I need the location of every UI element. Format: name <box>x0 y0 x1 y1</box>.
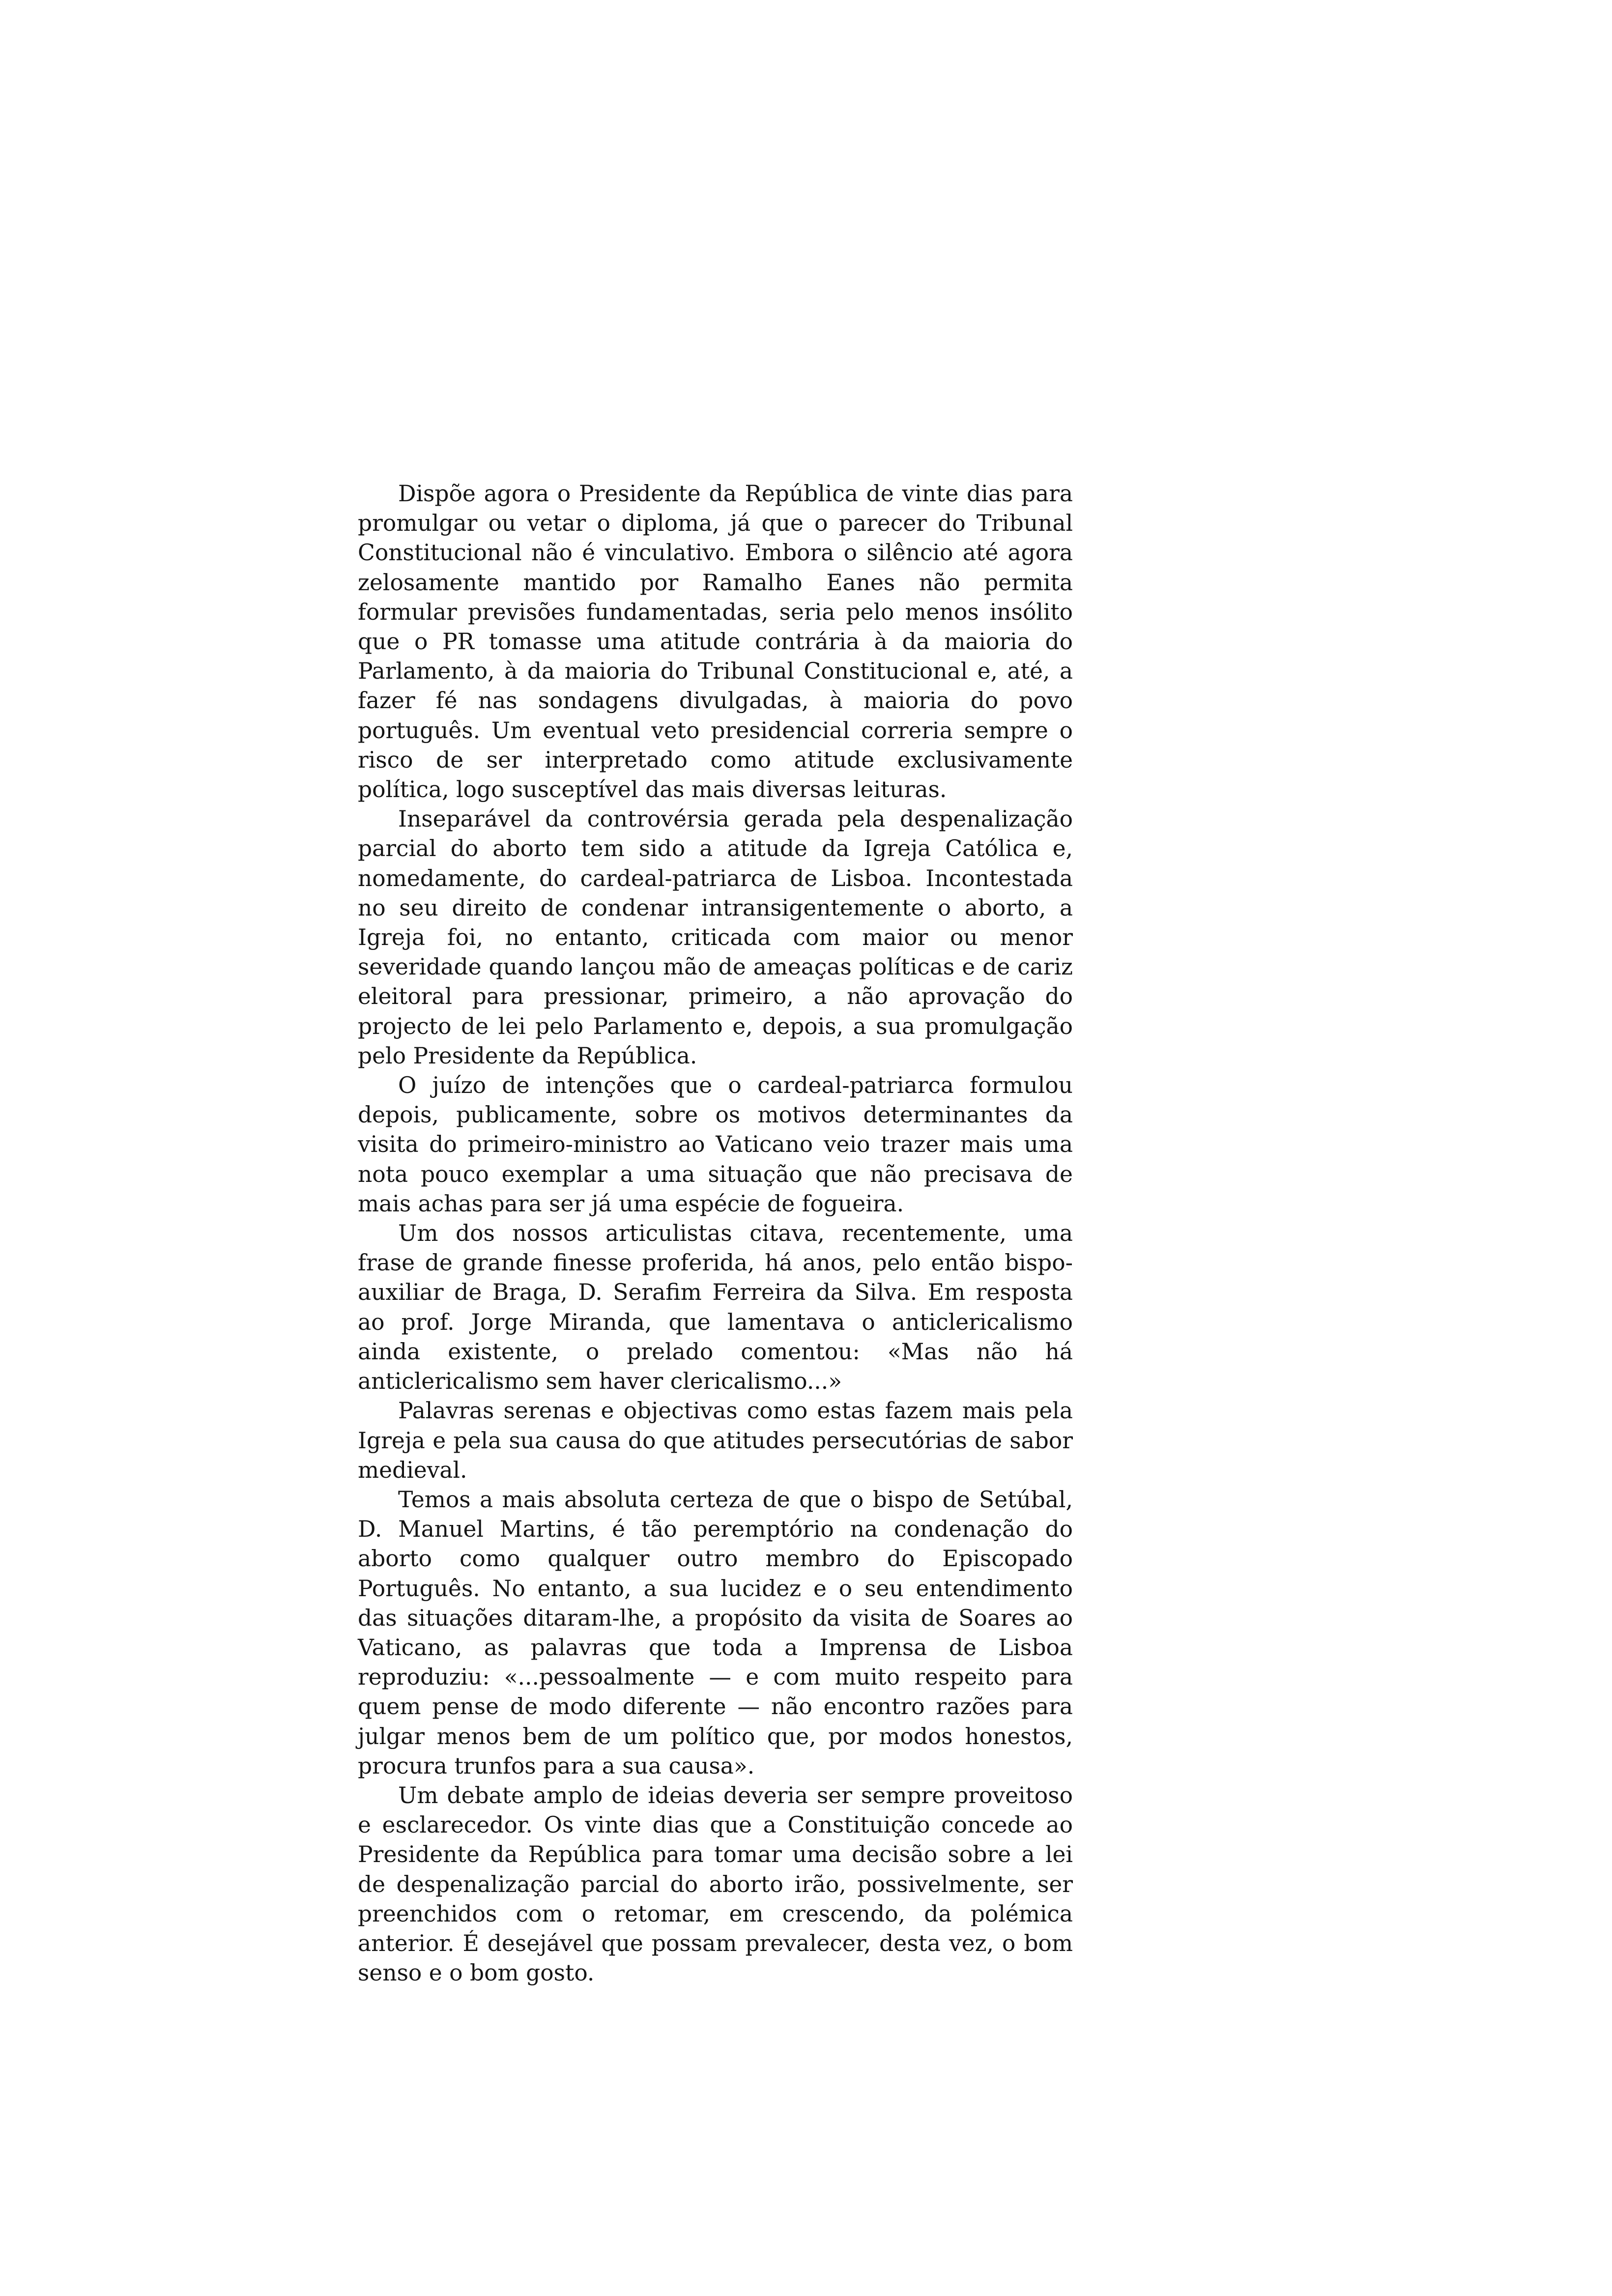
article-paragraph: Um dos nossos articulistas citava, recentemente, uma frase de grande finesse proferida, há anos, pelo então bispo-auxiliar de Braga, D. Serafim Ferreira da Silva. Em resposta ao prof. Jorge Miranda, que lamentava o anticlericalismo ainda existente, o prelado comentou: «Mas não há anticlericalismo sem haver clericalismo...» <box>358 1220 1073 1395</box>
article-paragraph: Um debate amplo de ideias deveria ser sempre proveitoso e esclarecedor. Os vinte dias que a Constituição concede ao Presidente da República para tomar uma decisão sobre a lei de despenalização parcial do aborto irão, possivelmente, ser preenchidos com o retomar, em crescendo, da polémica anterior. É desejável que possam prevalecer, desta vez, o bom senso e o bom gosto. <box>358 1782 1073 1986</box>
article-paragraph: Dispõe agora o Presidente da República de vinte dias para promulgar ou vetar o diploma, já que o parecer do Tribunal Constitucional não é vinculativo. Embora o silêncio até agora zelosamente mantido por Ramalho Eanes não permita formular previsões fundamentadas, seria pelo menos insólito que o PR tomasse uma atitude contrária à da maioria do Parlamento, à da maioria do Tribunal Constitucional e, até, a fazer fé nas sondagens divulgadas, à maioria do povo português. Um eventual veto presidencial correria sempre o risco de ser interpretado como atitude exclusivamente política, logo susceptível das mais diversas leituras. <box>358 481 1073 803</box>
article-paragraph: Temos a mais absoluta certeza de que o bispo de Setúbal, D. Manuel Martins, é tão peremptório na condenação do aborto como qualquer outro membro do Episcopado Português. No entanto, a sua lucidez e o seu entendimento das situações ditaram-lhe, a propósito da visita de Soares ao Vaticano, as palavras que toda a Imprensa de Lisboa reproduziu: «...pessoalmente — e com muito respeito para quem pense de modo diferente — não encontro razões para julgar menos bem de um político que, por modos honestos, procura trunfos para a sua causa». <box>358 1486 1073 1779</box>
article-column <box>358 479 1073 1988</box>
article-paragraph: O juízo de intenções que o cardeal-patriarca formulou depois, publicamente, sobre os motivos determinantes da visita do primeiro-ministro ao Vaticano veio trazer mais uma nota pouco exemplar a uma situação que não precisava de mais achas para ser já uma espécie de fogueira. <box>358 1072 1073 1217</box>
article-paragraph: Inseparável da controvérsia gerada pela despenalização parcial do aborto tem sido a atitude da Igreja Católica e, nomedamente, do cardeal-patriarca de Lisboa. Incontestada no seu direito de condenar intransigentemente o aborto, a Igreja foi, no entanto, criticada com maior ou menor severidade quando lançou mão de ameaças políticas e de cariz eleitoral para pressionar, primeiro, a não aprovação do projecto de lei pelo Parlamento e, depois, a sua promulgação pelo Presidente da República. <box>358 806 1073 1069</box>
article-paragraph: Palavras serenas e objectivas como estas fazem mais pela Igreja e pela sua causa do que atitudes persecutórias de sabor medieval. <box>358 1398 1073 1483</box>
